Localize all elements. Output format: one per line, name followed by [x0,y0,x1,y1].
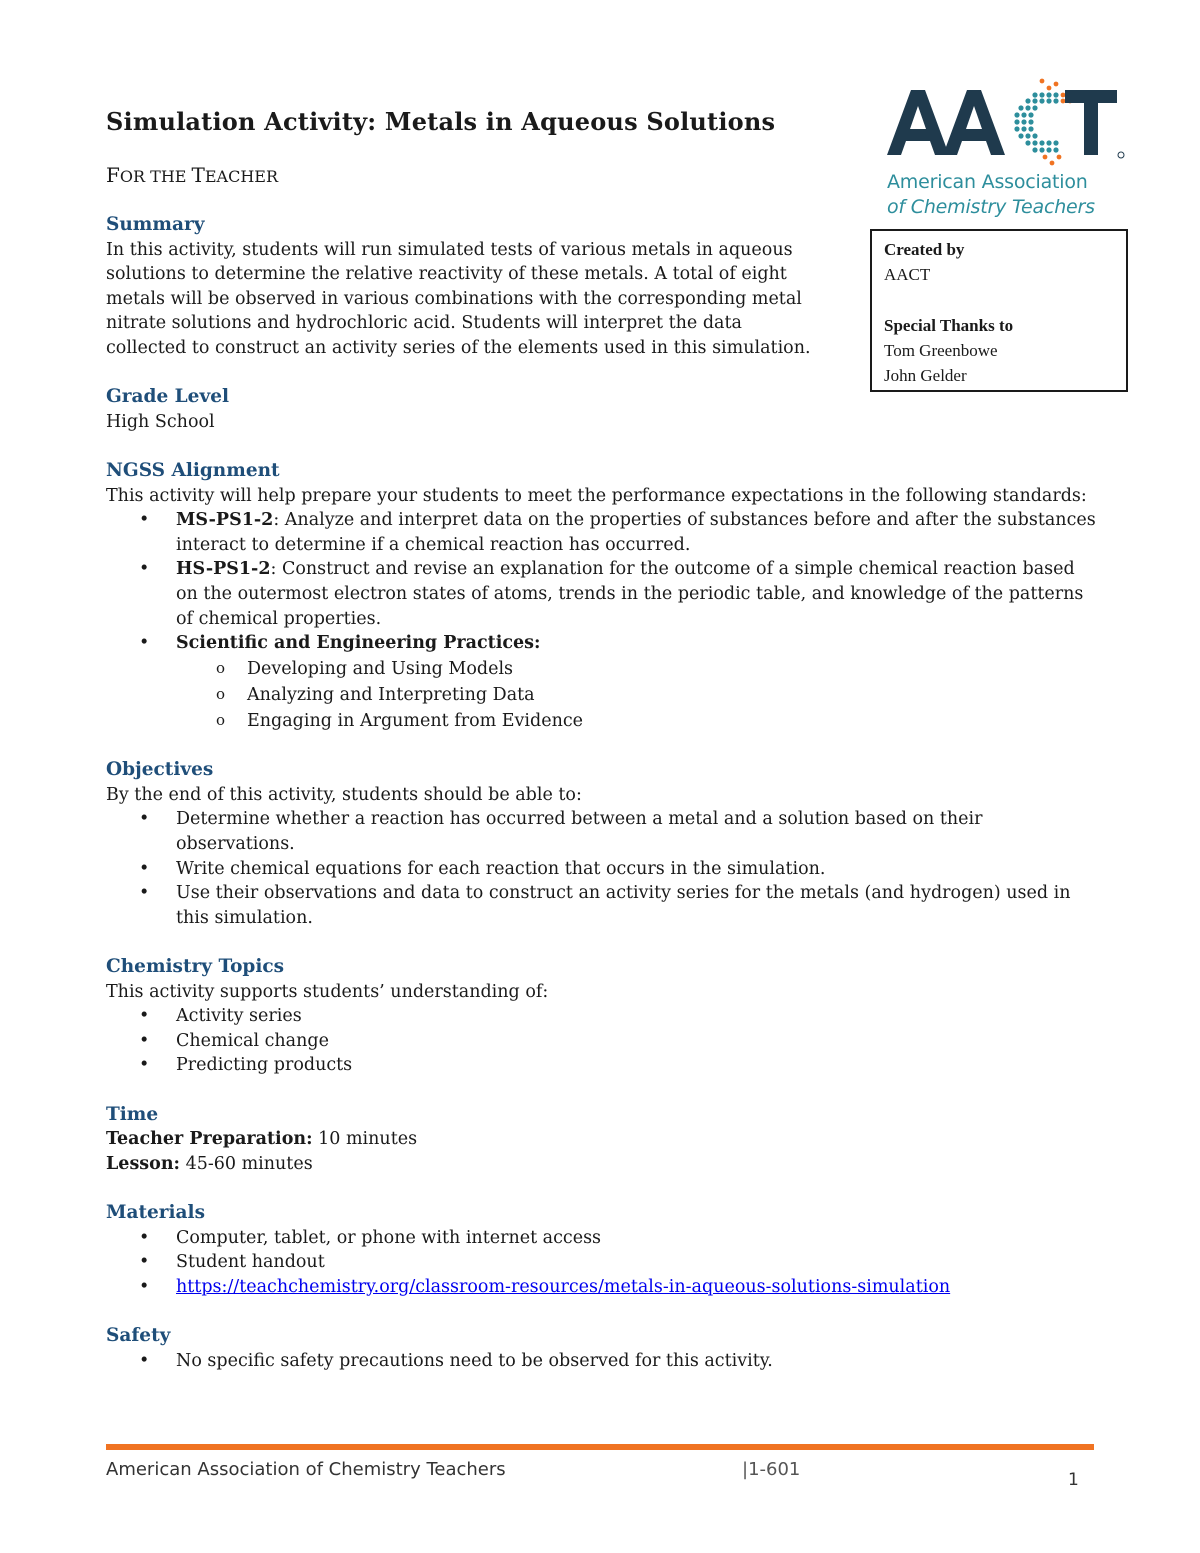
lesson-time: Lesson: 45-60 minutes [106,1153,313,1174]
ngss-heading: NGSS Alignment [106,459,280,481]
list-item: • MS-PS1-2: Analyze and interpret data on the properties of substances before and after the substances interact to determine if a chemical reaction has occurred. [106,508,1096,557]
safety-list [106,1349,1096,1374]
logo-org-line1: American Association [887,171,1088,193]
ngss-section [106,459,1096,734]
topics-section [106,955,1096,1078]
list-item [106,1275,1096,1300]
objectives-section [106,758,1096,930]
list-item: o Developing and Using Models [176,656,1096,682]
topics-list [106,1004,1096,1078]
thanks-name: John Gelder [884,366,967,385]
ngss-list [106,508,1096,734]
ngss-intro: This activity will help prepare your students to meet the performance expectations in the following standards: [106,485,1087,506]
list-item: • Student handout [106,1250,1096,1275]
time-heading: Time [106,1103,159,1125]
safety-section [106,1324,1096,1373]
created-by-label: Created by [884,240,965,259]
grade-value: High School [106,411,215,432]
list-item: • Use their observations and data to construct an activity series for the metals (and hydrogen) used in this simulation. [106,881,1096,930]
topics-intro: This activity supports students’ understanding of: [106,981,549,1002]
list-item: • Computer, tablet, or phone with internet access [106,1226,1096,1251]
objectives-list [106,807,1096,930]
list-item: • Predicting products [106,1053,1096,1078]
teacher-prep: Teacher Preparation: 10 minutes [106,1129,418,1150]
list-item: • Chemical change [106,1029,1096,1054]
footer-divider [106,1444,1094,1450]
materials-section [106,1201,1096,1299]
grade-heading: Grade Level [106,386,230,408]
thanks-name: Tom Greenbowe [884,341,998,360]
list-item: o Analyzing and Interpreting Data [176,682,1096,708]
topics-heading: Chemistry Topics [106,956,285,978]
materials-heading: Materials [106,1201,205,1223]
footer-org: American Association of Chemistry Teachers [106,1459,506,1480]
aact-logo-mark [885,75,1125,170]
page-title: Simulation Activity: Metals in Aqueous Solutions [106,107,776,136]
summary-text: In this activity, students will run simulated tests of various metals in aqueous solutions to determine the relative reactivity of these metals. A total of eight metals will be observed in various combinations with the corresponding metal nitrate solutions and hydrochloric acid. Students will interpret the data collected to construct an activity series of the elements used in this simulation. [106,239,811,358]
special-thanks-label: Special Thanks to [884,316,1014,335]
list-item: • Determine whether a reaction has occurred between a metal and a solution based on their observations. [106,807,1096,856]
page-number: 1 [1068,1470,1079,1490]
grade-section [106,385,1096,434]
main-content [106,213,1096,1398]
objectives-heading: Objectives [106,759,214,781]
created-by-value: AACT [884,265,931,284]
list-item: • Scientific and Engineering Practices: o Developing and Using Models o Analyzing and Interpreting Data o Engaging in Argument from Evidence [106,631,1096,734]
list-item: • Write chemical equations for each reaction that occurs in the simulation. [106,857,1096,882]
logo-org-line2: of Chemistry Teachers [887,196,1095,218]
summary-section [106,213,1096,361]
page-subtitle: FOR THE TEACHER [106,163,279,187]
aact-logo [885,75,1125,225]
practices-list [176,656,1096,734]
simulation-link[interactable]: https://teachchemistry.org/classroom-resources/metals-in-aqueous-solutions-simulation [176,1276,951,1297]
materials-list [106,1226,1096,1300]
time-section [106,1103,1096,1177]
list-item: • HS-PS1-2: Construct and revise an explanation for the outcome of a simple chemical reaction based on the outermost electron states of atoms, trends in the periodic table, and knowledge of the patterns of chemical properties. [106,557,1096,631]
summary-heading: Summary [106,214,205,235]
objectives-intro: By the end of this activity, students should be able to: [106,784,582,805]
list-item: o Engaging in Argument from Evidence [176,708,1096,734]
safety-heading: Safety [106,1324,171,1346]
list-item: • No specific safety precautions need to be observed for this activity. [106,1349,1096,1374]
footer-code: |1-601 [742,1459,801,1480]
list-item: • Activity series [106,1004,1096,1029]
